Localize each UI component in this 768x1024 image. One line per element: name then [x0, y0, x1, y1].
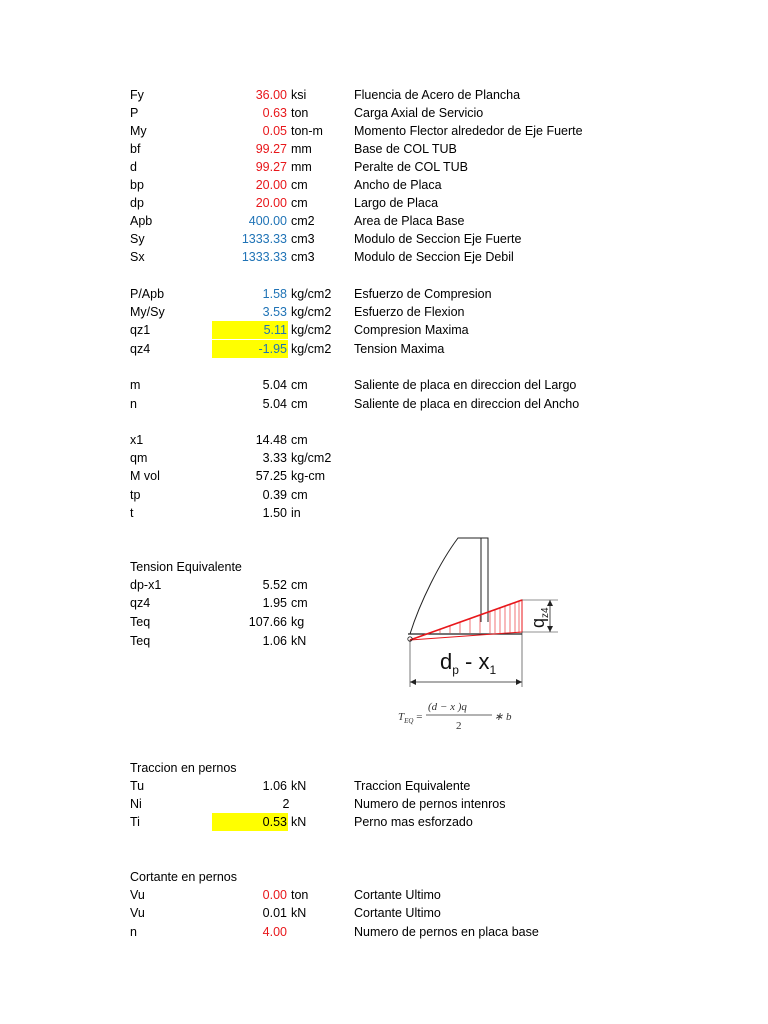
- row-description: Numero de pernos intenros: [354, 797, 506, 811]
- row-value: 99.27: [255, 160, 287, 174]
- row-value: 2: [282, 797, 290, 811]
- row-unit: kg-cm: [291, 469, 326, 483]
- table-row: [0, 194, 768, 212]
- row-unit: kg/cm2: [291, 342, 332, 356]
- row-value: 36.00: [255, 88, 287, 102]
- row-unit: kN: [291, 906, 307, 920]
- row-value: 3.53: [262, 305, 287, 319]
- row-label: bp: [130, 178, 144, 192]
- row-unit: ton: [291, 888, 309, 902]
- row-label: Vu: [130, 888, 145, 902]
- row-unit: cm: [291, 596, 308, 610]
- row-description: Area de Placa Base: [354, 214, 465, 228]
- table-row: [0, 486, 768, 504]
- row-value: 0.63: [262, 106, 287, 120]
- table-row: [0, 230, 768, 248]
- shear-section-title: Cortante en pernos: [130, 870, 238, 884]
- row-unit: cm: [291, 397, 308, 411]
- table-row: [0, 104, 768, 122]
- row-unit: ton: [291, 106, 309, 120]
- row-value: 0.53: [262, 815, 287, 829]
- table-row: [0, 431, 768, 449]
- row-value: 1333.33: [241, 232, 287, 246]
- formula-denominator: 2: [456, 720, 462, 732]
- row-description: Ancho de Placa: [354, 178, 442, 192]
- table-row: [0, 212, 768, 230]
- row-description: Saliente de placa en direccion del Ancho: [354, 397, 580, 411]
- row-label: Ni: [130, 797, 142, 811]
- table-row: [0, 340, 768, 358]
- row-label: P/Apb: [130, 287, 165, 301]
- dim-label-qz4: $q_{z4}$: [528, 607, 551, 628]
- table-row: [0, 886, 768, 904]
- row-description: Largo de Placa: [354, 196, 439, 210]
- row-unit: in: [291, 506, 301, 520]
- row-label: bf: [130, 142, 141, 156]
- row-unit: cm: [291, 378, 308, 392]
- row-unit: kg/cm2: [291, 305, 332, 319]
- row-description: Base de COL TUB: [354, 142, 457, 156]
- row-unit: kg: [291, 615, 305, 629]
- plate-tension-sketch: [380, 532, 560, 732]
- row-unit: cm: [291, 178, 308, 192]
- table-row: [0, 158, 768, 176]
- row-description: Tension Maxima: [354, 342, 445, 356]
- row-unit: ton-m: [291, 124, 323, 138]
- q-arrow-top: [547, 600, 553, 606]
- row-unit: cm: [291, 433, 308, 447]
- row-unit: cm3: [291, 250, 315, 264]
- row-value: -1.95: [258, 342, 287, 356]
- row-description: Fluencia de Acero de Plancha: [354, 88, 521, 102]
- row-unit: mm: [291, 160, 312, 174]
- table-row: [0, 449, 768, 467]
- row-unit: kg/cm2: [291, 451, 332, 465]
- x-arrow-left: [410, 679, 416, 685]
- table-row: [0, 285, 768, 303]
- row-label: P: [130, 106, 139, 120]
- row-unit: kg/cm2: [291, 287, 332, 301]
- table-row: [0, 395, 768, 413]
- table-row: [0, 376, 768, 394]
- row-value: 5.04: [262, 378, 287, 392]
- row-description: Numero de pernos en placa base: [354, 925, 539, 939]
- row-label: d: [130, 160, 137, 174]
- row-label: Apb: [130, 214, 153, 228]
- formula-numerator: (d − x )q: [428, 701, 467, 713]
- row-label: t: [130, 506, 134, 520]
- row-unit: kN: [291, 779, 307, 793]
- row-value: 0.05: [262, 124, 287, 138]
- row-label: m: [130, 378, 141, 392]
- row-label: Vu: [130, 906, 145, 920]
- row-label: x1: [130, 433, 144, 447]
- row-value: 20.00: [255, 196, 287, 210]
- table-row: [0, 923, 768, 941]
- row-value: 1333.33: [241, 250, 287, 264]
- row-description: Carga Axial de Servicio: [354, 106, 484, 120]
- table-row: [0, 504, 768, 522]
- row-label: Sx: [130, 250, 145, 264]
- table-row: [0, 303, 768, 321]
- table-row: [0, 813, 768, 831]
- row-value: 0.39: [262, 488, 287, 502]
- row-value: 1.95: [262, 596, 287, 610]
- row-label: Ti: [130, 815, 140, 829]
- row-label: tp: [130, 488, 141, 502]
- formula-lhs: $T_{EQ}$ =: [398, 711, 423, 725]
- row-description: Esfuerzo de Flexion: [354, 305, 465, 319]
- table-row: [0, 248, 768, 266]
- row-value: 14.48: [255, 433, 287, 447]
- tension-diagram: [380, 532, 560, 732]
- row-value: 5.04: [262, 397, 287, 411]
- row-value: 1.50: [262, 506, 287, 520]
- table-row: [0, 795, 768, 813]
- row-value: 1.58: [262, 287, 287, 301]
- row-label: dp-x1: [130, 578, 162, 592]
- row-unit: kg/cm2: [291, 323, 332, 337]
- row-unit: cm: [291, 488, 308, 502]
- row-label: n: [130, 925, 137, 939]
- table-row: [0, 321, 768, 339]
- row-value: 400.00: [248, 214, 287, 228]
- tension-section-title: Tension Equivalente: [130, 560, 242, 574]
- row-description: Cortante Ultimo: [354, 888, 441, 902]
- row-label: M vol: [130, 469, 160, 483]
- row-label: My/Sy: [130, 305, 165, 319]
- row-description: Modulo de Seccion Eje Fuerte: [354, 232, 522, 246]
- row-description: Esfuerzo de Compresion: [354, 287, 492, 301]
- row-value: 5.52: [262, 578, 287, 592]
- row-label: qz4: [130, 342, 151, 356]
- formula-tail: ∗ b: [494, 711, 512, 723]
- row-value: 1.06: [262, 779, 287, 793]
- row-value: 20.00: [255, 178, 287, 192]
- row-unit: mm: [291, 142, 312, 156]
- table-row: [0, 467, 768, 485]
- row-label: dp: [130, 196, 144, 210]
- row-unit: kN: [291, 634, 307, 648]
- row-description: Saliente de placa en direccion del Largo: [354, 378, 577, 392]
- row-label: qm: [130, 451, 148, 465]
- table-row: [0, 86, 768, 104]
- table-row: [0, 777, 768, 795]
- row-unit: cm3: [291, 232, 315, 246]
- table-row: [0, 122, 768, 140]
- row-value: 99.27: [255, 142, 287, 156]
- row-description: Peralte de COL TUB: [354, 160, 468, 174]
- row-description: Momento Flector alrededor de Eje Fuerte: [354, 124, 583, 138]
- row-unit: ksi: [291, 88, 307, 102]
- row-label: My: [130, 124, 147, 138]
- row-description: Perno mas esforzado: [354, 815, 473, 829]
- row-label: Fy: [130, 88, 144, 102]
- row-label: qz4: [130, 596, 151, 610]
- row-value: 0.01: [262, 906, 287, 920]
- row-unit: cm: [291, 578, 308, 592]
- row-value: 107.66: [248, 615, 287, 629]
- row-value: 5.11: [263, 323, 287, 337]
- row-label: n: [130, 397, 137, 411]
- row-value: 1.06: [262, 634, 287, 648]
- row-label: Tu: [130, 779, 145, 793]
- row-label: Teq: [130, 634, 151, 648]
- row-label: qz1: [130, 323, 151, 337]
- row-value: 57.25: [255, 469, 287, 483]
- table-row: [0, 904, 768, 922]
- x-arrow-right: [516, 679, 522, 685]
- row-value: 3.33: [262, 451, 287, 465]
- row-value: 4.00: [262, 925, 287, 939]
- table-row: [0, 176, 768, 194]
- row-description: Compresion Maxima: [354, 323, 469, 337]
- row-unit: kN: [291, 815, 307, 829]
- row-description: Cortante Ultimo: [354, 906, 441, 920]
- column-outline: [410, 538, 488, 634]
- table-row: [0, 140, 768, 158]
- row-description: Modulo de Seccion Eje Debil: [354, 250, 514, 264]
- row-unit: cm2: [291, 214, 315, 228]
- row-label: Sy: [130, 232, 145, 246]
- row-description: Traccion Equivalente: [354, 779, 471, 793]
- bolts-section-title: Traccion en pernos: [130, 761, 237, 775]
- row-unit: cm: [291, 196, 308, 210]
- row-label: Teq: [130, 615, 151, 629]
- row-value: 0.00: [262, 888, 287, 902]
- dim-label-dp-x1: $d_p - x_1$: [440, 649, 497, 677]
